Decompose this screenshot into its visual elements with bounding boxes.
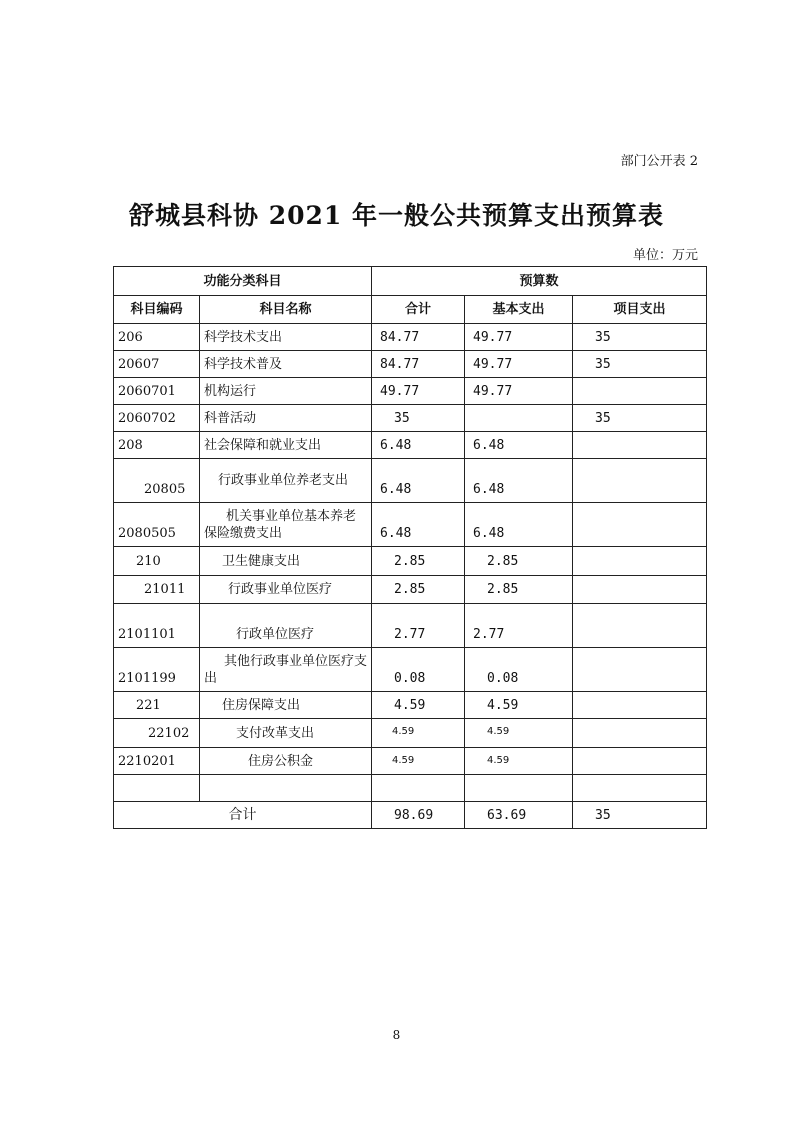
total-value: 6.48 bbox=[372, 459, 465, 503]
table-row bbox=[114, 378, 707, 405]
subject-code: 2060701 bbox=[114, 378, 200, 405]
basic-value bbox=[465, 405, 573, 432]
subject-name: 其他行政事业单位医疗支出 bbox=[200, 648, 372, 692]
grand-basic-value: 63.69 bbox=[465, 802, 573, 829]
project-value bbox=[573, 748, 707, 775]
header-functional-classification: 功能分类科目 bbox=[114, 267, 372, 296]
project-value bbox=[573, 648, 707, 692]
basic-value: 49.77 bbox=[465, 351, 573, 378]
table-row bbox=[114, 604, 707, 648]
project-value bbox=[573, 576, 707, 604]
subject-name: 住房保障支出 bbox=[200, 692, 372, 719]
project-value bbox=[573, 378, 707, 405]
page-number: 8 bbox=[392, 1028, 401, 1042]
header-subject-code: 科目编码 bbox=[114, 296, 200, 324]
subject-name: 住房公积金 bbox=[200, 748, 372, 775]
header-basic-expenditure: 基本支出 bbox=[465, 296, 573, 324]
total-value: 49.77 bbox=[372, 378, 465, 405]
table-row bbox=[114, 692, 707, 719]
unit-label: 单位：万元 bbox=[632, 248, 698, 263]
total-value: 2.85 bbox=[372, 547, 465, 576]
empty-cell bbox=[200, 775, 372, 802]
subject-code: 2101101 bbox=[114, 604, 200, 648]
table-row bbox=[114, 351, 707, 378]
table-row bbox=[114, 503, 707, 547]
subject-code: 2210201 bbox=[114, 748, 200, 775]
empty-cell bbox=[372, 775, 465, 802]
table-row bbox=[114, 648, 707, 692]
subject-name: 科学技术支出 bbox=[200, 324, 372, 351]
header-total: 合计 bbox=[372, 296, 465, 324]
header-project-expenditure: 项目支出 bbox=[573, 296, 707, 324]
table-row bbox=[114, 547, 707, 576]
total-value: 2.77 bbox=[372, 604, 465, 648]
total-value: 84.77 bbox=[372, 324, 465, 351]
subject-name: 社会保障和就业支出 bbox=[200, 432, 372, 459]
subject-name: 机关事业单位基本养老保险缴费支出 bbox=[200, 503, 372, 547]
project-value bbox=[573, 719, 707, 748]
project-value bbox=[573, 604, 707, 648]
table-row bbox=[114, 324, 707, 351]
table-row-empty bbox=[114, 775, 707, 802]
subject-code: 2080505 bbox=[114, 503, 200, 547]
table-row bbox=[114, 405, 707, 432]
project-value: 35 bbox=[573, 324, 707, 351]
project-value: 35 bbox=[573, 351, 707, 378]
table-row bbox=[114, 432, 707, 459]
subject-name: 行政事业单位医疗 bbox=[200, 576, 372, 604]
subject-name: 科普活动 bbox=[200, 405, 372, 432]
table-number-label: 部门公开表 2 bbox=[620, 154, 698, 169]
subject-name: 卫生健康支出 bbox=[200, 547, 372, 576]
subject-code: 208 bbox=[114, 432, 200, 459]
budget-table bbox=[113, 266, 707, 829]
subject-name: 机构运行 bbox=[200, 378, 372, 405]
subject-code: 20805 bbox=[114, 459, 200, 503]
project-value bbox=[573, 503, 707, 547]
total-value: 84.77 bbox=[372, 351, 465, 378]
basic-value: 2.77 bbox=[465, 604, 573, 648]
document-title: 舒城县科协 2021 年一般公共预算支出预算表 bbox=[129, 201, 664, 230]
grand-total-value: 98.69 bbox=[372, 802, 465, 829]
basic-value: 2.85 bbox=[465, 547, 573, 576]
subject-name: 科学技术普及 bbox=[200, 351, 372, 378]
subject-code: 22102 bbox=[114, 719, 200, 748]
empty-cell bbox=[573, 775, 707, 802]
basic-value: 4.59 bbox=[465, 748, 573, 775]
header-budget-amount: 预算数 bbox=[372, 267, 707, 296]
total-value: 6.48 bbox=[372, 432, 465, 459]
subject-name: 行政单位医疗 bbox=[200, 604, 372, 648]
total-value: 2.85 bbox=[372, 576, 465, 604]
basic-value: 6.48 bbox=[465, 459, 573, 503]
project-value: 35 bbox=[573, 405, 707, 432]
subject-code: 221 bbox=[114, 692, 200, 719]
table-row bbox=[114, 459, 707, 503]
basic-value: 49.77 bbox=[465, 378, 573, 405]
basic-value: 6.48 bbox=[465, 432, 573, 459]
empty-cell bbox=[465, 775, 573, 802]
subject-name: 行政事业单位养老支出 bbox=[200, 459, 372, 503]
subject-code: 2101199 bbox=[114, 648, 200, 692]
grand-project-value: 35 bbox=[573, 802, 707, 829]
total-value: 4.59 bbox=[372, 692, 465, 719]
basic-value: 49.77 bbox=[465, 324, 573, 351]
project-value bbox=[573, 692, 707, 719]
total-value: 4.59 bbox=[372, 719, 465, 748]
table-row bbox=[114, 576, 707, 604]
subject-name: 支付改革支出 bbox=[200, 719, 372, 748]
basic-value: 2.85 bbox=[465, 576, 573, 604]
subject-code: 20607 bbox=[114, 351, 200, 378]
project-value bbox=[573, 547, 707, 576]
table-row bbox=[114, 748, 707, 775]
basic-value: 6.48 bbox=[465, 503, 573, 547]
project-value bbox=[573, 432, 707, 459]
basic-value: 4.59 bbox=[465, 692, 573, 719]
header-subject-name: 科目名称 bbox=[200, 296, 372, 324]
subject-code: 210 bbox=[114, 547, 200, 576]
subject-code: 206 bbox=[114, 324, 200, 351]
total-value: 35 bbox=[372, 405, 465, 432]
basic-value: 0.08 bbox=[465, 648, 573, 692]
table-row bbox=[114, 719, 707, 748]
total-value: 0.08 bbox=[372, 648, 465, 692]
subject-code: 2060702 bbox=[114, 405, 200, 432]
total-value: 6.48 bbox=[372, 503, 465, 547]
total-value: 4.59 bbox=[372, 748, 465, 775]
total-row-label: 合计 bbox=[114, 802, 372, 829]
table-total-row bbox=[114, 802, 707, 829]
subject-code: 21011 bbox=[114, 576, 200, 604]
project-value bbox=[573, 459, 707, 503]
basic-value: 4.59 bbox=[465, 719, 573, 748]
empty-cell bbox=[114, 775, 200, 802]
